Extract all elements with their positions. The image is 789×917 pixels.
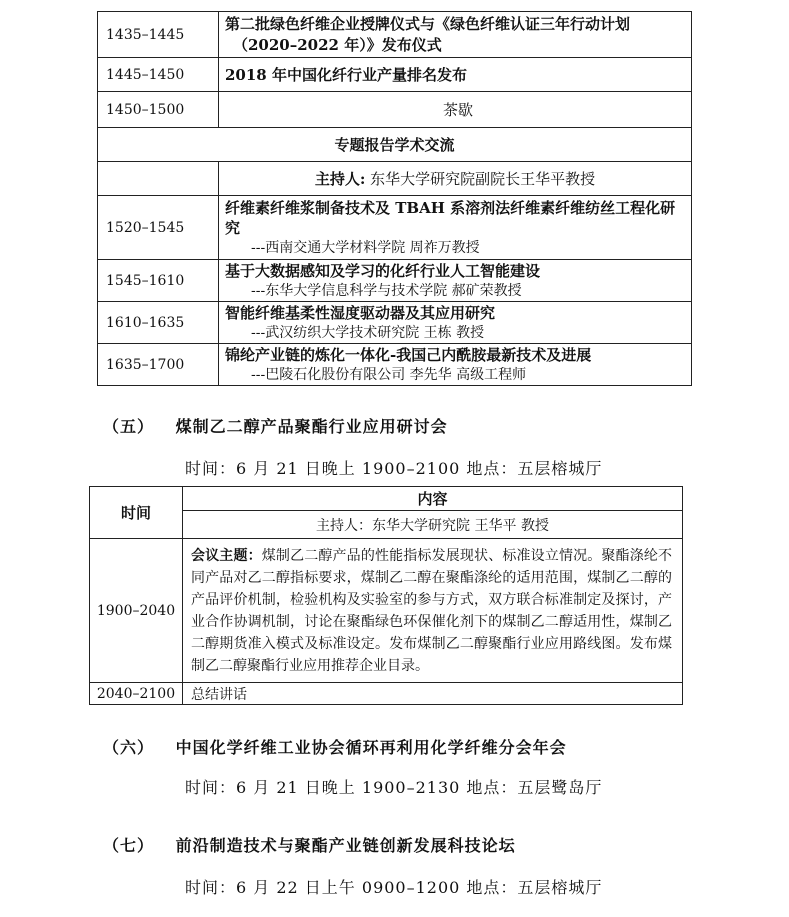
item-title-line1: 第二批绿色纤维企业授牌仪式与《绿色纤维认证三年行动计划 bbox=[225, 14, 631, 33]
content-cell bbox=[219, 344, 692, 386]
talk-speaker: ---武汉纺织大学技术研究院 王栋 教授 bbox=[251, 324, 485, 341]
talk-title: 智能纤维基柔性湿度驱动器及其应用研究 bbox=[225, 303, 496, 322]
content-cell bbox=[219, 260, 692, 302]
content-cell bbox=[183, 539, 683, 683]
host-text: 东华大学研究院副院长王华平教授 bbox=[370, 170, 596, 188]
talk-speaker: ---巴陵石化股份有限公司 李先华 高级工程师 bbox=[251, 366, 527, 383]
section-6-info: 时间：6 月 21 日晚上 1900–2130 地点：五层鹭岛厅 bbox=[185, 778, 603, 797]
section-6-heading bbox=[103, 735, 567, 758]
section-title: 煤制乙二醇产品聚酯行业应用研讨会 bbox=[175, 417, 448, 436]
host-cell bbox=[219, 162, 692, 196]
table-row bbox=[98, 162, 692, 196]
section-7-heading bbox=[103, 833, 516, 856]
table-row bbox=[90, 683, 683, 705]
talk-title: 锦纶产业链的炼化一体化-我国己内酰胺最新技术及进展 bbox=[225, 345, 592, 364]
agenda-table-1 bbox=[97, 11, 692, 386]
time-cell: 1900–2040 bbox=[90, 539, 183, 683]
section-title: 前沿制造技术与聚酯产业链创新发展科技论坛 bbox=[175, 836, 516, 855]
talk-speaker: ---西南交通大学材料学院 周祚万教授 bbox=[251, 239, 480, 256]
section-title: 中国化学纤维工业协会循环再利用化学纤维分会年会 bbox=[175, 738, 567, 757]
content-cell: 2018 年中国化纤行业产量排名发布 bbox=[219, 58, 692, 92]
empty-time-cell bbox=[98, 162, 219, 196]
table-row bbox=[90, 539, 683, 683]
section-header-cell: 专题报告学术交流 bbox=[98, 128, 692, 162]
time-cell: 2040–2100 bbox=[90, 683, 183, 705]
time-cell: 1445–1450 bbox=[98, 58, 219, 92]
table-row bbox=[98, 196, 692, 260]
header-content-cell: 内容 bbox=[183, 487, 683, 511]
section-number: （七） bbox=[103, 836, 155, 855]
time-cell: 1610–1635 bbox=[98, 302, 219, 344]
section-5-info: 时间：6 月 21 日晚上 1900–2100 地点：五层榕城厅 bbox=[185, 459, 603, 478]
content-cell: 总结讲话 bbox=[183, 683, 683, 705]
header-time-cell: 时间 bbox=[90, 487, 183, 539]
content-cell bbox=[219, 196, 692, 260]
table-row bbox=[98, 92, 692, 128]
table-row bbox=[98, 58, 692, 92]
time-cell: 1520–1545 bbox=[98, 196, 219, 260]
topic-text: 煤制乙二醇产品的性能指标发展现状、标准设立情况。聚酯涤纶不同产品对乙二醇指标要求，煤制乙二醇在聚酯涤纶的适用范围，煤制乙二醇的产品评价机制，检验机构及实验室的参与方式，双方联合标准制定及探讨，产业合作协调机制，讨论在聚酯绿色环保催化剂下的煤制乙二醇适用性，煤制乙二醇期货准入模式及标准设定。发布煤制乙二醇聚酯行业应用路线图。发布煤制乙二醇聚酯行业应用推荐企业目录。 bbox=[191, 547, 673, 674]
table-row bbox=[98, 260, 692, 302]
section-5-heading bbox=[103, 414, 448, 437]
table-row bbox=[90, 487, 683, 511]
topic-label: 会议主题： bbox=[191, 547, 262, 564]
table-row bbox=[98, 344, 692, 386]
time-cell: 1450–1500 bbox=[98, 92, 219, 128]
section-number: （五） bbox=[103, 417, 155, 436]
table-row bbox=[98, 302, 692, 344]
host-label: 主持人: bbox=[314, 170, 366, 188]
section-number: （六） bbox=[103, 738, 155, 757]
host-cell: 主持人：东华大学研究院 王华平 教授 bbox=[183, 511, 683, 539]
talk-speaker: ---东华大学信息科学与技术学院 郝矿荣教授 bbox=[251, 282, 522, 299]
content-cell bbox=[219, 12, 692, 58]
table-row bbox=[98, 12, 692, 58]
content-cell: 茶歇 bbox=[219, 92, 692, 128]
talk-title: 纤维素纤维浆制备技术及 TBAH 系溶剂法纤维素纤维纺丝工程化研究 bbox=[225, 198, 676, 237]
talk-title: 基于大数据感知及学习的化纤行业人工智能建设 bbox=[225, 261, 541, 280]
agenda-table-2 bbox=[89, 486, 683, 705]
table-row bbox=[98, 128, 692, 162]
time-cell: 1545–1610 bbox=[98, 260, 219, 302]
content-cell bbox=[219, 302, 692, 344]
section-7-info: 时间：6 月 22 日上午 0900–1200 地点：五层榕城厅 bbox=[185, 878, 603, 897]
time-cell: 1435–1445 bbox=[98, 12, 219, 58]
topic-paragraph bbox=[191, 545, 682, 677]
time-cell: 1635–1700 bbox=[98, 344, 219, 386]
item-title-line2: （2020–2022 年）》发布仪式 bbox=[233, 35, 442, 54]
